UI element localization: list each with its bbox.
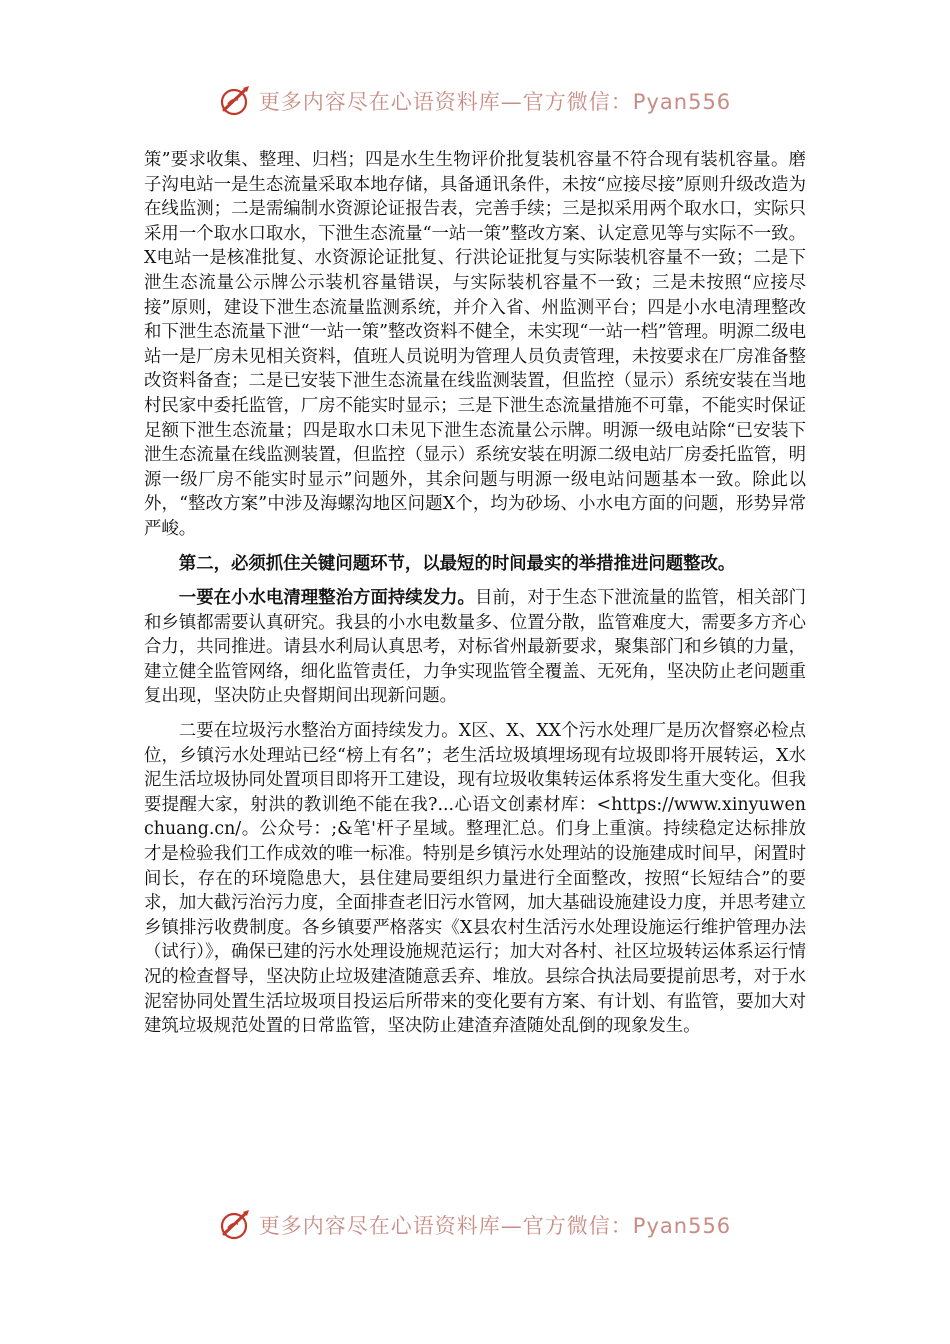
pen-logo-icon: [219, 84, 253, 118]
paragraph-hydropower: [144, 586, 806, 709]
header-watermark: [0, 84, 950, 118]
watermark-text: 更多内容尽在心语资料库—官方微信：Pyan556: [258, 90, 732, 114]
paragraph-continuation: 策”要求收集、整理、归档；四是水生生物评价批复装机容量不符合现有装机容量。磨子沟电站一是生态流量采取本地存储，具备通讯条件，未按“应接尽接”原则升级改造为在线监测；二是需编制水资源论证报告表，完善手续；三是拟采用两个取水口，实际只采用一个取水口取水，下泄生态流量“一站一策”整改方案、认定意见等与实际不一致。X电站一是核准批复、水资源论证批复、行洪论证批复与实际装机容量不一致；二是下泄生态流量公示牌公示装机容量错误，与实际装机容量不一致；三是未按照“应接尽接”原则，建设下泄生态流量监测系统，并介入省、州监测平台；四是小水电清理整改和下泄生态流量下泄“一站一策”整改资料不健全，未实现“一站一档”管理。明源二级电站一是厂房未见相关资料，值班人员说明为管理人员负责管理，未按要求在厂房准备整改资料备查；二是已安装下泄生态流量在线监测装置，但监控（显示）系统安装在当地村民家中委托监管，厂房不能实时显示；三是下泄生态流量措施不可靠，不能实时保证足额下泄生态流量；四是取水口未见下泄生态流量公示牌。明源一级电站除“已安装下泄生态流量在线监测装置，但监控（显示）系统安装在明源二级电站厂房委托监管，明源一级厂房不能实时显示”问题外，其余问题与明源一级电站问题基本一致。除此以外，“整改方案”中涉及海螺沟地区问题X个，均为砂场、小水电方面的问题，形势异常严峻。: [144, 150, 806, 539]
paragraph-sewage: 二要在垃圾污水整治方面持续发力。X区、X、XX个污水处理厂是历次督察必检点位，乡镇污水处理站已经“榜上有名”；老生活垃圾填埋场现有垃圾即将开展转运，X水泥生活垃圾协同处置项目即将开工建设，现有垃圾收集转运体系将发生重大变化。但我要提醒大家，射洪的教训绝不能在我?...心语文创素材库：<https://www.xinyuwenchuang.cn/。公众号：;&笔'杆子星域。整理汇总。们身上重演。持续稳定达标排放才是检验我们工作成效的唯一标准。特别是乡镇污水处理站的设施建成时间早，闲置时间长，存在的环境隐患大，县住建局要组织力量进行全面整改，按照“长短结合”的要求，加大截污治污力度，全面排查老旧污水管网，加大基础设施建设力度，并思考建立乡镇排污收费制度。各乡镇要严格落实《X县农村生活污水处理设施运行维护管理办法（试行）》，确保已建的污水处理设施规范运行；加大对各村、社区垃圾转运体系运行情况的检查督导，坚决防止垃圾建渣随意丢弃、堆放。县综合执法局要提前思考，对于水泥窑协同处置生活垃圾项目投运后所带来的变化要有方案、有计划、有监管，要加大对建筑垃圾规范处置的日常监管，坚决防止建渣弃渣随处乱倒的现象发生。: [144, 721, 806, 1037]
section-heading: 第二，必须抓住关键问题环节，以最短的时间最实的举措推进问题整改。: [178, 553, 736, 574]
paragraph-body: 目前，对于生态下泄流量的监管，相关部门和乡镇都需要认真研究。我县的小水电数量多、位置分散，监管难度大，需要多方齐心合力，共同推进。请县水利局认真思考，对标省州最新要求，聚集部门和乡镇的力量，建立健全监管网络，细化监管责任，力争实现监管全覆盖、无死角，坚决防止老问题重复出现，坚决防止央督期间出现新问题。: [144, 588, 806, 707]
footer-watermark: [0, 1208, 950, 1242]
pen-logo-icon: [219, 1208, 253, 1242]
paragraph-lead: 一要在小水电清理整治方面持续发力。: [178, 588, 475, 609]
watermark-text: 更多内容尽在心语资料库—官方微信：Pyan556: [258, 1214, 732, 1238]
document-body: [144, 148, 806, 1039]
